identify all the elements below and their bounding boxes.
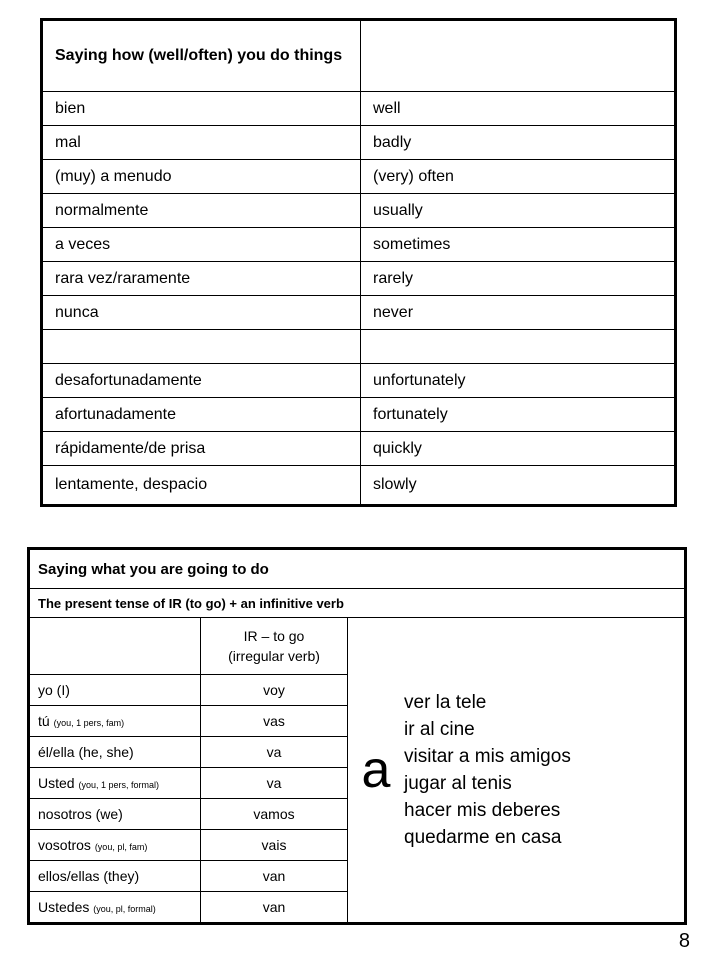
ir-subtitle-row [29, 589, 686, 618]
english-cell: sometimes [361, 228, 676, 262]
pronoun-note: (you, 1 pers, fam) [53, 718, 125, 728]
activity-item: quedarme en casa [404, 827, 562, 848]
pronoun: él/ella (he, she) [38, 744, 134, 760]
pronoun-note: (you, 1 pers, formal) [78, 780, 159, 790]
table-row [42, 466, 676, 506]
spanish-cell: bien [42, 92, 361, 126]
spanish-cell: afortunadamente [42, 398, 361, 432]
pronoun-cell [29, 737, 201, 768]
pronoun: vosotros [38, 837, 91, 853]
spanish-cell: nunca [42, 296, 361, 330]
pronoun: Ustedes [38, 899, 90, 915]
english-cell: rarely [361, 262, 676, 296]
activity-item: ver la tele [404, 692, 487, 713]
pronoun: ellos/ellas (they) [38, 868, 140, 884]
pronoun-note: (you, pl, formal) [93, 904, 156, 914]
table-row [42, 228, 676, 262]
english-cell: slowly [361, 466, 676, 506]
activities-cell [348, 618, 686, 924]
activity-item: visitar a mis amigos [404, 746, 571, 767]
ir-header-line1: IR – to go [243, 628, 305, 644]
spanish-cell: normalmente [42, 194, 361, 228]
spanish-cell [42, 330, 361, 364]
table-row [42, 126, 676, 160]
spanish-cell: rara vez/raramente [42, 262, 361, 296]
ir-table [27, 547, 687, 925]
spanish-cell: a veces [42, 228, 361, 262]
pronoun: Usted [38, 775, 75, 791]
table-row [42, 398, 676, 432]
pronoun: tú [38, 713, 50, 729]
spanish-cell: lentamente, despacio [42, 466, 361, 506]
english-cell: usually [361, 194, 676, 228]
table-row [42, 92, 676, 126]
activity-item: jugar al tenis [404, 773, 512, 794]
table-row [42, 432, 676, 466]
table-row [42, 160, 676, 194]
table-row [42, 364, 676, 398]
table-header-empty [361, 20, 676, 92]
verb-form-cell: vas [201, 706, 348, 737]
verb-form-cell: vais [201, 830, 348, 861]
spanish-cell: (muy) a menudo [42, 160, 361, 194]
verb-form-cell: voy [201, 675, 348, 706]
ir-title-row [29, 549, 686, 589]
ir-header [201, 618, 348, 675]
english-cell: fortunately [361, 398, 676, 432]
verb-form-cell: va [201, 737, 348, 768]
pronoun-cell [29, 799, 201, 830]
english-cell [361, 330, 676, 364]
pronoun-cell [29, 768, 201, 799]
table-row [42, 296, 676, 330]
english-cell: quickly [361, 432, 676, 466]
adverbs-table [40, 18, 677, 507]
pronoun: yo (I) [38, 682, 70, 698]
pronoun-cell [29, 861, 201, 892]
verb-form-cell: vamos [201, 799, 348, 830]
spanish-cell: rápidamente/de prisa [42, 432, 361, 466]
pronoun-note: (you, pl, fam) [94, 842, 148, 852]
verb-form-cell: van [201, 861, 348, 892]
english-cell: well [361, 92, 676, 126]
activity-item: ir al cine [404, 719, 475, 740]
english-cell: badly [361, 126, 676, 160]
table-row [42, 330, 676, 364]
activity-item: hacer mis deberes [404, 800, 561, 821]
pronoun-cell [29, 830, 201, 861]
spanish-cell: mal [42, 126, 361, 160]
table-row [42, 262, 676, 296]
ir-header-line2: (irregular verb) [228, 648, 320, 664]
ir-subtitle: The present tense of IR (to go) + an infinitive verb [29, 589, 686, 618]
table-header: Saying how (well/often) you do things [42, 20, 361, 92]
verb-form-cell: va [201, 768, 348, 799]
activities-list [404, 689, 571, 851]
table-row [42, 194, 676, 228]
pronoun-cell [29, 706, 201, 737]
english-cell: (very) often [361, 160, 676, 194]
english-cell: never [361, 296, 676, 330]
table-header-row [42, 20, 676, 92]
verb-form-cell: van [201, 892, 348, 924]
ir-header-row [29, 618, 686, 675]
pronoun-cell [29, 675, 201, 706]
ir-title: Saying what you are going to do [29, 549, 686, 589]
spanish-cell: desafortunadamente [42, 364, 361, 398]
pronoun-header-empty [29, 618, 201, 675]
english-cell: unfortunately [361, 364, 676, 398]
connector-a: a [361, 741, 391, 799]
page-number: 8 [678, 930, 690, 952]
pronoun: nosotros (we) [38, 806, 123, 822]
pronoun-cell [29, 892, 201, 924]
